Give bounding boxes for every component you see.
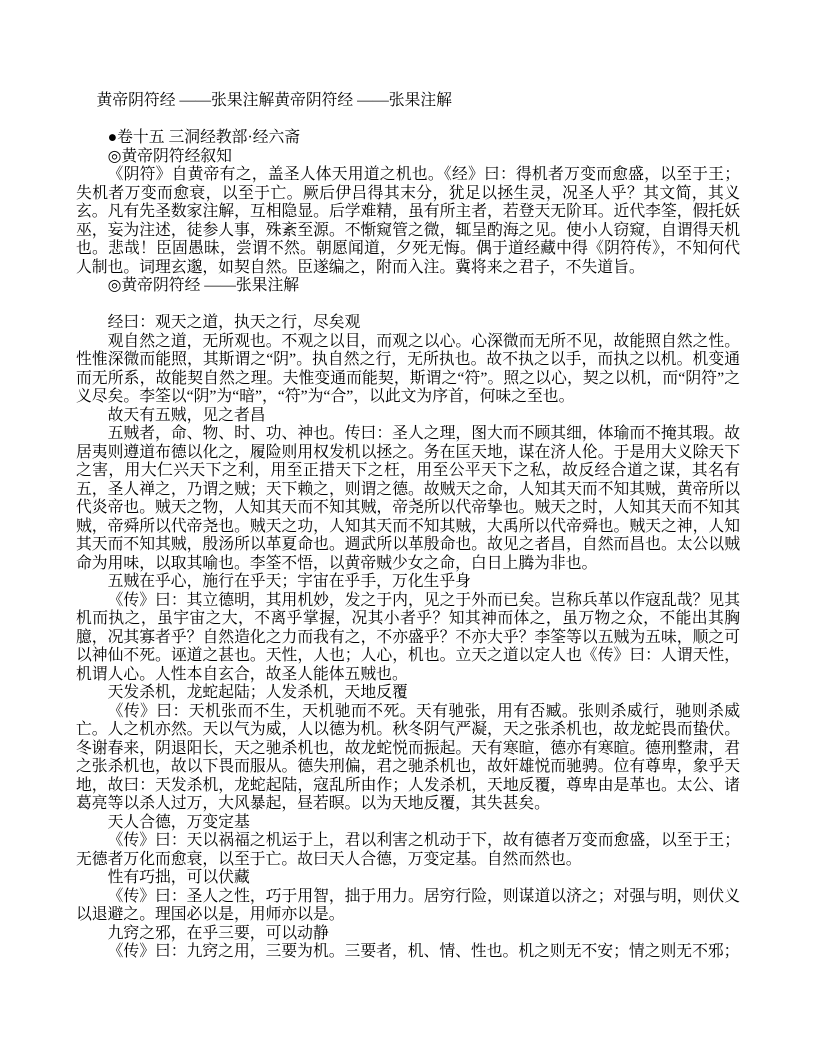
scripture-line: 天发杀机，龙蛇起陆；人发杀机，天地反覆: [107, 684, 408, 701]
blank-line: [76, 111, 740, 130]
preface-heading: ◎黄帝阴符经叙知: [107, 147, 232, 165]
commentary-paragraph: 《传》曰：天以祸福之机运于上，君以利害之机动于下，故有德者万变而愈盛，以至于王；无德者万化而愈衰，以至于亡。故曰天人合德，万变定基。自然而然也。: [76, 832, 740, 868]
document-text-block: [76, 92, 740, 962]
commentary-paragraph: 观自然之道，无所观也。不观之以目，而观之以心。心深微而无所不见，故能照自然之性。性惟深微而能照，其斯谓之“阴”。执自然之行，无所执也。故不执之以手，而执之以机。机变通而无所系，故能契自然之理。夫惟变通而能契，斯谓之“符”。照之以心，契之以机，而“阴符”之义尽矣。李筌以“阴”为“暗”，“符”为“合”，以此文为序首，何味之至也。: [76, 332, 740, 405]
commentary-paragraph: 《传》曰：其立德明，其用机妙，发之于内，见之于外而已矣。岂称兵革以作寇乱哉？见其机而执之，虽宇宙之大，不离乎掌握，况其小者乎？知其神而体之，虽万物之众，不能出其胸臆，况其寡者乎？自然造化之力而我有之，不亦盛乎？不亦大乎？李筌等以五贼为五味，顺之可以神仙不死。诬道之甚也。天性，人也；人心，机也。立天之道以定人也《传》曰：人谓天性，机谓人心。人性本自玄合，故圣人能体五贼也。: [76, 591, 740, 683]
scripture-line: 九窍之邪，在乎三要，可以动静: [107, 924, 329, 942]
scripture-line: 故天有五贼，见之者昌: [107, 406, 266, 424]
commentary-paragraph: 《传》曰：九窍之用，三要为机。三要者，机、情、性也。机之则无不安；情之则无不邪；: [107, 943, 740, 960]
blank-line: [76, 296, 740, 315]
commentary-paragraph: 《传》曰：天机张而不生，天机驰而不死。天有驰张，用有否臧。张则杀威行，驰则杀威亡。人之机亦然。天以气为威，人以德为机。秋冬阴气严凝，天之张杀机也，故龙蛇畏而蛰伏。冬谢春来，阴退阳长，天之驰杀机也，故龙蛇悦而振起。天有寒暄，德亦有寒暄。德刑整肃，君之张杀机也，故以下畏而服从。德失刑偏，君之驰杀机也，故奸雄悦而驰骋。位有尊卑，象乎天地，故曰：天发杀机，龙蛇起陆，寇乱所由作；人发杀机，天地反覆，尊卑由是革也。太公、诸葛亮等以杀人过万，大风暴起，昼若暝。以为天地反覆，其失甚矣。: [76, 702, 740, 812]
document-title: 黄帝阴符经 ——张果注解黄帝阴符经 ——张果注解: [96, 92, 452, 109]
commentary-paragraph: 五贼者，命、物、时、功、神也。传曰：圣人之理，图大而不顾其细，体瑜而不掩其瑕。故居夷则遵道布德以化之，履险则用权发机以拯之。务在匡天地，谋在济人伦。于是用大义除天下之害，用大仁兴天下之利，用至正措天下之枉，用至公平天下之私，故反经合道之谋，其名有五，圣人禅之，乃谓之贼；天下赖之，则谓之德。故贼天之命，人知其天而不知其贼，黄帝所以代炎帝也。贼天之物，人知其天而不知其贼，帝尧所以代帝挚也。贼天之时，人知其天而不知其贼，帝舜所以代帝尧也。贼天之功，人知其天而不知其贼，大禹所以代帝舜也。贼天之神，人知其天而不知其贼，殷汤所以革夏命也。週武所以革殷命也。故见之者昌，自然而昌也。太公以贼命为用味，以取其喻也。李筌不悟，以黄帝贼少女之命，白日上腾为非也。: [76, 425, 740, 572]
preface-paragraph: 《阴符》自黄帝有之，盖圣人体天用道之机也。《经》曰：得机者万变而愈盛，以至于王；失机者万变而愈衰，以至于亡。厥后伊吕得其末分，犹足以拯生灵，况圣人乎？其文简，其义玄。凡有先圣数家注解，互相隐显。后学难精，虽有所主者，若登天无阶耳。近代李筌，假托妖巫，妄为注述，徒参人事，殊紊至源。不惭窥管之微，辄呈酌海之见。使小人窃窥，自谓得天机也。悲哉！臣固愚昧，尝谓不然。朝愿闻道，夕死无悔。偶于道经藏中得《阴符传》，不知何代人制也。词理玄邈，如契自然。臣遂编之，附而入注。冀将来之君子，不失道旨。: [76, 166, 740, 276]
volume-heading: ●卷十五 三洞经教部·经六斋: [107, 129, 301, 146]
scripture-line: 性有巧拙，可以伏藏: [107, 869, 250, 886]
commentary-paragraph: 《传》曰：圣人之性，巧于用智，拙于用力。居穷行险，则谋道以济之；对强与明，则伏义以退避之。理国必以是，用师亦以是。: [76, 887, 740, 923]
scripture-line: 天人合德，万变定基: [107, 813, 250, 831]
main-heading: ◎黄帝阴符经 ——张果注解: [107, 277, 300, 294]
scripture-line: 五贼在乎心，施行在乎天；宇宙在乎手，万化生乎身: [107, 573, 471, 590]
scripture-line: 经曰：观天之道，执天之行，尽矣观: [107, 314, 361, 331]
